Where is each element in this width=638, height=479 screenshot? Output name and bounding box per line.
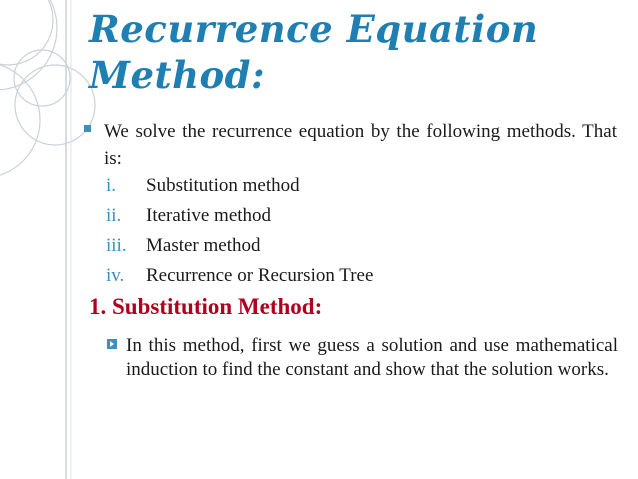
slide-title: Recurrence Equation Method: [89, 7, 539, 97]
roman-numeral: iii. [106, 235, 127, 256]
roman-numeral: i. [106, 175, 117, 196]
square-bullet-icon [84, 125, 91, 132]
intro-text: We solve the recurrence equation by the following methods. That is: [104, 121, 617, 169]
arrow-square-bullet-icon [107, 339, 117, 349]
section-text: In this method, first we guess a solution and use mathematical induction to find the constant and show that the solution works. [126, 335, 618, 380]
section-heading: 1. Substitution Method: [89, 294, 323, 319]
method-label: Recurrence or Recursion Tree [146, 265, 374, 286]
decorative-circles-graphic [0, 0, 100, 479]
method-label: Substitution method [146, 175, 300, 196]
roman-numeral: iv. [106, 265, 125, 286]
method-label: Iterative method [146, 205, 272, 226]
method-label: Master method [146, 235, 261, 256]
roman-numeral: ii. [106, 205, 122, 226]
decorative-rings [0, 0, 95, 178]
